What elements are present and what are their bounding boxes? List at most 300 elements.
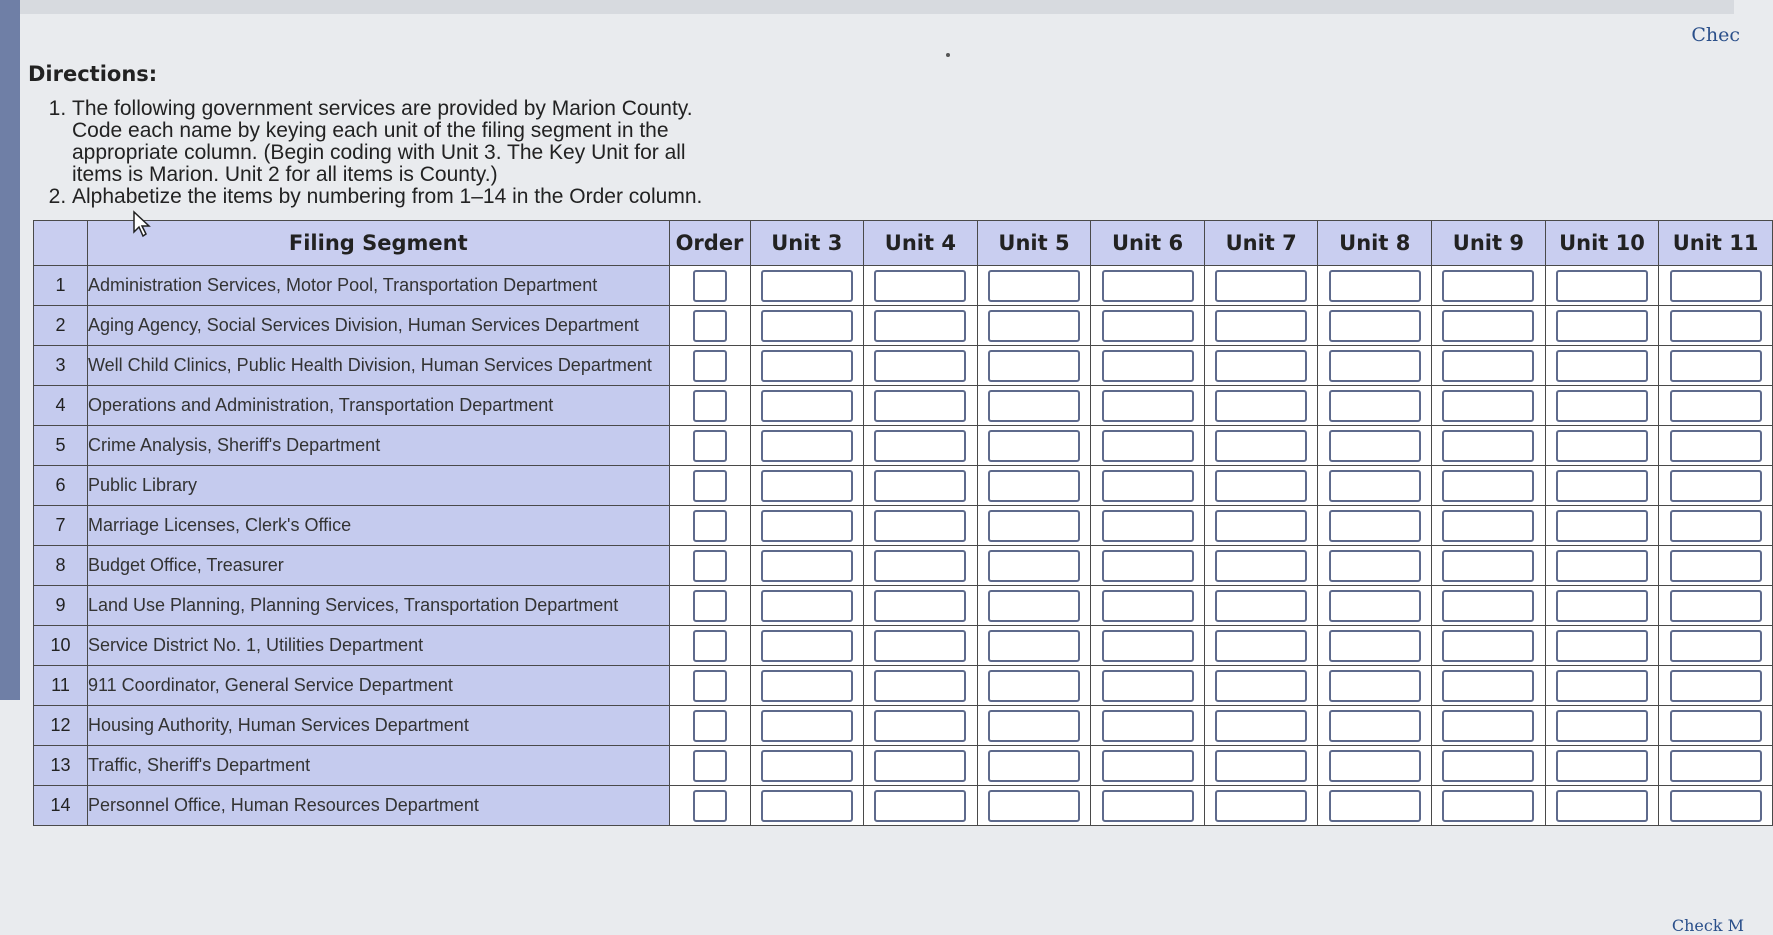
table-row — [34, 466, 1773, 506]
unit-7-input[interactable] — [1215, 430, 1307, 462]
order-input[interactable] — [693, 750, 727, 782]
unit-8-input[interactable] — [1329, 750, 1421, 782]
unit-cell — [1545, 786, 1659, 826]
table-body — [34, 266, 1773, 826]
check-my-work-link[interactable]: Check M — [1671, 916, 1744, 935]
header-unit-6: Unit 6 — [1091, 221, 1205, 266]
filing-segment-cell: Public Library — [87, 466, 669, 506]
filing-segment-cell: Service District No. 1, Utilities Department — [87, 626, 669, 666]
order-input[interactable] — [693, 510, 727, 542]
unit-4-input[interactable] — [874, 390, 966, 422]
order-input[interactable] — [693, 550, 727, 582]
unit-cell — [1091, 706, 1205, 746]
filing-segment-cell: Crime Analysis, Sheriff's Department — [87, 426, 669, 466]
unit-cell — [1659, 746, 1773, 786]
header-unit-5: Unit 5 — [977, 221, 1091, 266]
unit-9-input[interactable] — [1442, 310, 1534, 342]
unit-6-input[interactable] — [1102, 710, 1194, 742]
table-row — [34, 386, 1773, 426]
unit-10-input[interactable] — [1556, 630, 1648, 662]
unit-11-input[interactable] — [1670, 270, 1762, 302]
unit-cell — [1091, 586, 1205, 626]
order-cell — [669, 346, 750, 386]
unit-9-input[interactable] — [1442, 350, 1534, 382]
order-cell — [669, 426, 750, 466]
unit-cell — [750, 266, 864, 306]
unit-cell — [1545, 746, 1659, 786]
direction-item-1: 1. The following government services are provided by Marion County. Code each name by keying each unit of the filing segment in the appropriate column. (Begin coding with Unit 3. The Key Unit for all items is Marion. Unit 2 for all items is County.) — [72, 98, 728, 186]
unit-cell — [1091, 306, 1205, 346]
unit-4-input[interactable] — [874, 270, 966, 302]
top-bar — [20, 0, 1734, 14]
row-number: 5 — [34, 426, 88, 466]
unit-9-input[interactable] — [1442, 470, 1534, 502]
unit-cell — [977, 506, 1091, 546]
unit-cell — [1318, 706, 1432, 746]
unit-5-input[interactable] — [988, 430, 1080, 462]
unit-6-input[interactable] — [1102, 630, 1194, 662]
unit-cell — [750, 746, 864, 786]
order-input[interactable] — [693, 350, 727, 382]
unit-cell — [750, 466, 864, 506]
row-number: 9 — [34, 586, 88, 626]
unit-11-input[interactable] — [1670, 350, 1762, 382]
unit-cell — [1432, 786, 1546, 826]
header-order: Order — [669, 221, 750, 266]
unit-6-input[interactable] — [1102, 790, 1194, 822]
unit-8-input[interactable] — [1329, 510, 1421, 542]
unit-cell — [1318, 426, 1432, 466]
unit-10-input[interactable] — [1556, 550, 1648, 582]
unit-5-input[interactable] — [988, 470, 1080, 502]
row-number: 14 — [34, 786, 88, 826]
unit-7-input[interactable] — [1215, 390, 1307, 422]
order-input[interactable] — [693, 470, 727, 502]
unit-11-input[interactable] — [1670, 310, 1762, 342]
unit-cell — [1091, 426, 1205, 466]
table-row — [34, 426, 1773, 466]
row-number: 2 — [34, 306, 88, 346]
unit-cell — [864, 666, 978, 706]
unit-11-input[interactable] — [1670, 670, 1762, 702]
unit-cell — [1545, 266, 1659, 306]
unit-cell — [1091, 786, 1205, 826]
unit-10-input[interactable] — [1556, 390, 1648, 422]
row-number: 3 — [34, 346, 88, 386]
unit-cell — [977, 666, 1091, 706]
unit-cell — [1204, 386, 1318, 426]
unit-7-input[interactable] — [1215, 510, 1307, 542]
directions-panel — [28, 62, 728, 208]
unit-4-input[interactable] — [874, 550, 966, 582]
unit-6-input[interactable] — [1102, 510, 1194, 542]
unit-cell — [1545, 346, 1659, 386]
unit-cell — [750, 386, 864, 426]
unit-cell — [864, 746, 978, 786]
unit-4-input[interactable] — [874, 710, 966, 742]
unit-9-input[interactable] — [1442, 590, 1534, 622]
unit-4-input[interactable] — [874, 470, 966, 502]
unit-3-input[interactable] — [761, 270, 853, 302]
table-header-row — [34, 221, 1773, 266]
unit-7-input[interactable] — [1215, 550, 1307, 582]
unit-cell — [750, 546, 864, 586]
unit-8-input[interactable] — [1329, 430, 1421, 462]
unit-6-input[interactable] — [1102, 470, 1194, 502]
unit-cell — [1318, 346, 1432, 386]
order-cell — [669, 786, 750, 826]
unit-cell — [1545, 506, 1659, 546]
table-row — [34, 306, 1773, 346]
unit-cell — [1091, 266, 1205, 306]
unit-10-input[interactable] — [1556, 590, 1648, 622]
filing-segment-cell: Aging Agency, Social Services Division, Human Services Department — [87, 306, 669, 346]
unit-7-input[interactable] — [1215, 710, 1307, 742]
unit-9-input[interactable] — [1442, 430, 1534, 462]
unit-7-input[interactable] — [1215, 750, 1307, 782]
unit-cell — [1545, 426, 1659, 466]
unit-cell — [864, 506, 978, 546]
unit-cell — [1432, 426, 1546, 466]
unit-11-input[interactable] — [1670, 790, 1762, 822]
unit-5-input[interactable] — [988, 630, 1080, 662]
unit-cell — [750, 626, 864, 666]
unit-3-input[interactable] — [761, 630, 853, 662]
unit-6-input[interactable] — [1102, 550, 1194, 582]
table-row — [34, 546, 1773, 586]
unit-cell — [1659, 706, 1773, 746]
unit-5-input[interactable] — [988, 710, 1080, 742]
unit-cell — [750, 666, 864, 706]
unit-cell — [1318, 666, 1432, 706]
unit-3-input[interactable] — [761, 550, 853, 582]
header-filing-segment: Filing Segment — [87, 221, 669, 266]
unit-8-input[interactable] — [1329, 670, 1421, 702]
unit-cell — [1318, 746, 1432, 786]
table-row — [34, 586, 1773, 626]
unit-7-input[interactable] — [1215, 270, 1307, 302]
unit-cell — [864, 426, 978, 466]
filing-segment-cell: Administration Services, Motor Pool, Transportation Department — [87, 266, 669, 306]
filing-segment-cell: Budget Office, Treasurer — [87, 546, 669, 586]
unit-4-input[interactable] — [874, 630, 966, 662]
header-unit-4: Unit 4 — [864, 221, 978, 266]
unit-4-input[interactable] — [874, 590, 966, 622]
unit-8-input[interactable] — [1329, 790, 1421, 822]
unit-cell — [1432, 466, 1546, 506]
filing-table-wrapper — [33, 220, 1759, 826]
unit-4-input[interactable] — [874, 670, 966, 702]
unit-cell — [1318, 586, 1432, 626]
unit-10-input[interactable] — [1556, 350, 1648, 382]
unit-8-input[interactable] — [1329, 630, 1421, 662]
unit-cell — [1204, 466, 1318, 506]
row-number: 10 — [34, 626, 88, 666]
unit-cell — [1318, 466, 1432, 506]
unit-5-input[interactable] — [988, 270, 1080, 302]
unit-7-input[interactable] — [1215, 470, 1307, 502]
header-unit-10: Unit 10 — [1545, 221, 1659, 266]
unit-7-input[interactable] — [1215, 590, 1307, 622]
unit-cell — [977, 306, 1091, 346]
unit-6-input[interactable] — [1102, 350, 1194, 382]
direction-item-2: 2. Alphabetize the items by numbering from 1–14 in the Order column. — [72, 186, 728, 208]
unit-cell — [1545, 546, 1659, 586]
order-input[interactable] — [693, 310, 727, 342]
order-input[interactable] — [693, 590, 727, 622]
unit-10-input[interactable] — [1556, 270, 1648, 302]
unit-9-input[interactable] — [1442, 750, 1534, 782]
unit-4-input[interactable] — [874, 790, 966, 822]
unit-cell — [1091, 506, 1205, 546]
unit-10-input[interactable] — [1556, 790, 1648, 822]
unit-10-input[interactable] — [1556, 670, 1648, 702]
table-row — [34, 346, 1773, 386]
unit-8-input[interactable] — [1329, 590, 1421, 622]
unit-cell — [1432, 506, 1546, 546]
unit-cell — [1432, 386, 1546, 426]
unit-cell — [1659, 626, 1773, 666]
unit-cell — [1204, 786, 1318, 826]
unit-cell — [1432, 346, 1546, 386]
directions-title: Directions: — [28, 62, 158, 86]
unit-cell — [1432, 746, 1546, 786]
header-unit-7: Unit 7 — [1204, 221, 1318, 266]
unit-9-input[interactable] — [1442, 390, 1534, 422]
check-link-top[interactable]: Chec — [1691, 24, 1740, 46]
unit-3-input[interactable] — [761, 750, 853, 782]
unit-7-input[interactable] — [1215, 350, 1307, 382]
order-cell — [669, 466, 750, 506]
unit-10-input[interactable] — [1556, 750, 1648, 782]
unit-cell — [977, 466, 1091, 506]
unit-5-input[interactable] — [988, 350, 1080, 382]
unit-cell — [1204, 546, 1318, 586]
unit-10-input[interactable] — [1556, 710, 1648, 742]
unit-cell — [977, 706, 1091, 746]
unit-11-input[interactable] — [1670, 630, 1762, 662]
unit-10-input[interactable] — [1556, 510, 1648, 542]
unit-5-input[interactable] — [988, 670, 1080, 702]
unit-cell — [1318, 786, 1432, 826]
unit-9-input[interactable] — [1442, 510, 1534, 542]
order-cell — [669, 666, 750, 706]
unit-11-input[interactable] — [1670, 750, 1762, 782]
unit-11-input[interactable] — [1670, 550, 1762, 582]
unit-cell — [1659, 506, 1773, 546]
unit-3-input[interactable] — [761, 350, 853, 382]
unit-10-input[interactable] — [1556, 470, 1648, 502]
filing-segment-cell: 911 Coordinator, General Service Department — [87, 666, 669, 706]
unit-6-input[interactable] — [1102, 390, 1194, 422]
unit-7-input[interactable] — [1215, 310, 1307, 342]
unit-cell — [1659, 346, 1773, 386]
unit-11-input[interactable] — [1670, 510, 1762, 542]
unit-cell — [1432, 586, 1546, 626]
header-unit-11: Unit 11 — [1659, 221, 1773, 266]
unit-9-input[interactable] — [1442, 710, 1534, 742]
order-input[interactable] — [693, 790, 727, 822]
unit-cell — [1204, 586, 1318, 626]
row-number: 12 — [34, 706, 88, 746]
unit-cell — [750, 506, 864, 546]
filing-segment-cell: Marriage Licenses, Clerk's Office — [87, 506, 669, 546]
unit-cell — [1432, 266, 1546, 306]
unit-cell — [1659, 466, 1773, 506]
unit-4-input[interactable] — [874, 430, 966, 462]
unit-5-input[interactable] — [988, 790, 1080, 822]
unit-9-input[interactable] — [1442, 670, 1534, 702]
unit-cell — [1659, 666, 1773, 706]
order-input[interactable] — [693, 390, 727, 422]
row-number: 1 — [34, 266, 88, 306]
unit-4-input[interactable] — [874, 510, 966, 542]
unit-cell — [750, 306, 864, 346]
unit-4-input[interactable] — [874, 750, 966, 782]
unit-8-input[interactable] — [1329, 350, 1421, 382]
unit-cell — [1091, 666, 1205, 706]
unit-8-input[interactable] — [1329, 710, 1421, 742]
unit-4-input[interactable] — [874, 350, 966, 382]
unit-5-input[interactable] — [988, 550, 1080, 582]
table-row — [34, 786, 1773, 826]
unit-cell — [1091, 626, 1205, 666]
unit-cell — [977, 266, 1091, 306]
unit-cell — [1091, 346, 1205, 386]
unit-cell — [1091, 466, 1205, 506]
filing-segment-cell: Housing Authority, Human Services Department — [87, 706, 669, 746]
order-input[interactable] — [693, 670, 727, 702]
unit-cell — [1204, 506, 1318, 546]
unit-10-input[interactable] — [1556, 310, 1648, 342]
unit-5-input[interactable] — [988, 390, 1080, 422]
row-number: 13 — [34, 746, 88, 786]
unit-cell — [864, 586, 978, 626]
order-cell — [669, 546, 750, 586]
order-cell — [669, 386, 750, 426]
unit-cell — [750, 706, 864, 746]
unit-5-input[interactable] — [988, 590, 1080, 622]
unit-3-input[interactable] — [761, 510, 853, 542]
unit-cell — [1318, 266, 1432, 306]
unit-5-input[interactable] — [988, 310, 1080, 342]
unit-cell — [1432, 546, 1546, 586]
unit-cell — [1204, 266, 1318, 306]
unit-cell — [1204, 746, 1318, 786]
stray-dot — [946, 53, 950, 57]
unit-9-input[interactable] — [1442, 630, 1534, 662]
unit-3-input[interactable] — [761, 670, 853, 702]
table-row — [34, 706, 1773, 746]
unit-cell — [750, 786, 864, 826]
unit-9-input[interactable] — [1442, 550, 1534, 582]
unit-11-input[interactable] — [1670, 710, 1762, 742]
header-unit-8: Unit 8 — [1318, 221, 1432, 266]
unit-6-input[interactable] — [1102, 670, 1194, 702]
order-cell — [669, 306, 750, 346]
unit-6-input[interactable] — [1102, 270, 1194, 302]
order-cell — [669, 266, 750, 306]
unit-cell — [1659, 386, 1773, 426]
unit-9-input[interactable] — [1442, 790, 1534, 822]
unit-cell — [977, 386, 1091, 426]
unit-3-input[interactable] — [761, 430, 853, 462]
unit-8-input[interactable] — [1329, 550, 1421, 582]
header-number — [34, 221, 88, 266]
unit-11-input[interactable] — [1670, 390, 1762, 422]
unit-cell — [864, 706, 978, 746]
unit-cell — [1204, 306, 1318, 346]
unit-6-input[interactable] — [1102, 590, 1194, 622]
unit-6-input[interactable] — [1102, 310, 1194, 342]
order-input[interactable] — [693, 430, 727, 462]
unit-cell — [1204, 666, 1318, 706]
unit-8-input[interactable] — [1329, 390, 1421, 422]
unit-cell — [977, 746, 1091, 786]
unit-7-input[interactable] — [1215, 630, 1307, 662]
unit-cell — [1545, 666, 1659, 706]
unit-3-input[interactable] — [761, 590, 853, 622]
unit-cell — [977, 346, 1091, 386]
unit-8-input[interactable] — [1329, 270, 1421, 302]
unit-cell — [864, 786, 978, 826]
unit-3-input[interactable] — [761, 710, 853, 742]
unit-cell — [864, 466, 978, 506]
unit-cell — [1204, 706, 1318, 746]
order-cell — [669, 626, 750, 666]
unit-8-input[interactable] — [1329, 470, 1421, 502]
unit-7-input[interactable] — [1215, 670, 1307, 702]
unit-3-input[interactable] — [761, 390, 853, 422]
unit-3-input[interactable] — [761, 310, 853, 342]
unit-11-input[interactable] — [1670, 470, 1762, 502]
unit-cell — [1091, 746, 1205, 786]
filing-segment-cell: Personnel Office, Human Resources Department — [87, 786, 669, 826]
order-input[interactable] — [693, 630, 727, 662]
order-cell — [669, 746, 750, 786]
unit-8-input[interactable] — [1329, 310, 1421, 342]
unit-10-input[interactable] — [1556, 430, 1648, 462]
unit-cell — [750, 426, 864, 466]
unit-11-input[interactable] — [1670, 590, 1762, 622]
unit-5-input[interactable] — [988, 510, 1080, 542]
row-number: 8 — [34, 546, 88, 586]
filing-segment-cell: Operations and Administration, Transportation Department — [87, 386, 669, 426]
unit-cell — [977, 786, 1091, 826]
order-cell — [669, 706, 750, 746]
table-row — [34, 746, 1773, 786]
unit-cell — [1432, 706, 1546, 746]
unit-4-input[interactable] — [874, 310, 966, 342]
unit-cell — [1204, 426, 1318, 466]
unit-11-input[interactable] — [1670, 430, 1762, 462]
order-cell — [669, 586, 750, 626]
unit-5-input[interactable] — [988, 750, 1080, 782]
unit-cell — [977, 586, 1091, 626]
order-input[interactable] — [693, 270, 727, 302]
unit-6-input[interactable] — [1102, 430, 1194, 462]
unit-cell — [750, 586, 864, 626]
header-unit-9: Unit 9 — [1432, 221, 1546, 266]
unit-cell — [864, 546, 978, 586]
unit-9-input[interactable] — [1442, 270, 1534, 302]
unit-3-input[interactable] — [761, 470, 853, 502]
unit-3-input[interactable] — [761, 790, 853, 822]
order-input[interactable] — [693, 710, 727, 742]
unit-6-input[interactable] — [1102, 750, 1194, 782]
unit-cell — [1545, 386, 1659, 426]
unit-7-input[interactable] — [1215, 790, 1307, 822]
